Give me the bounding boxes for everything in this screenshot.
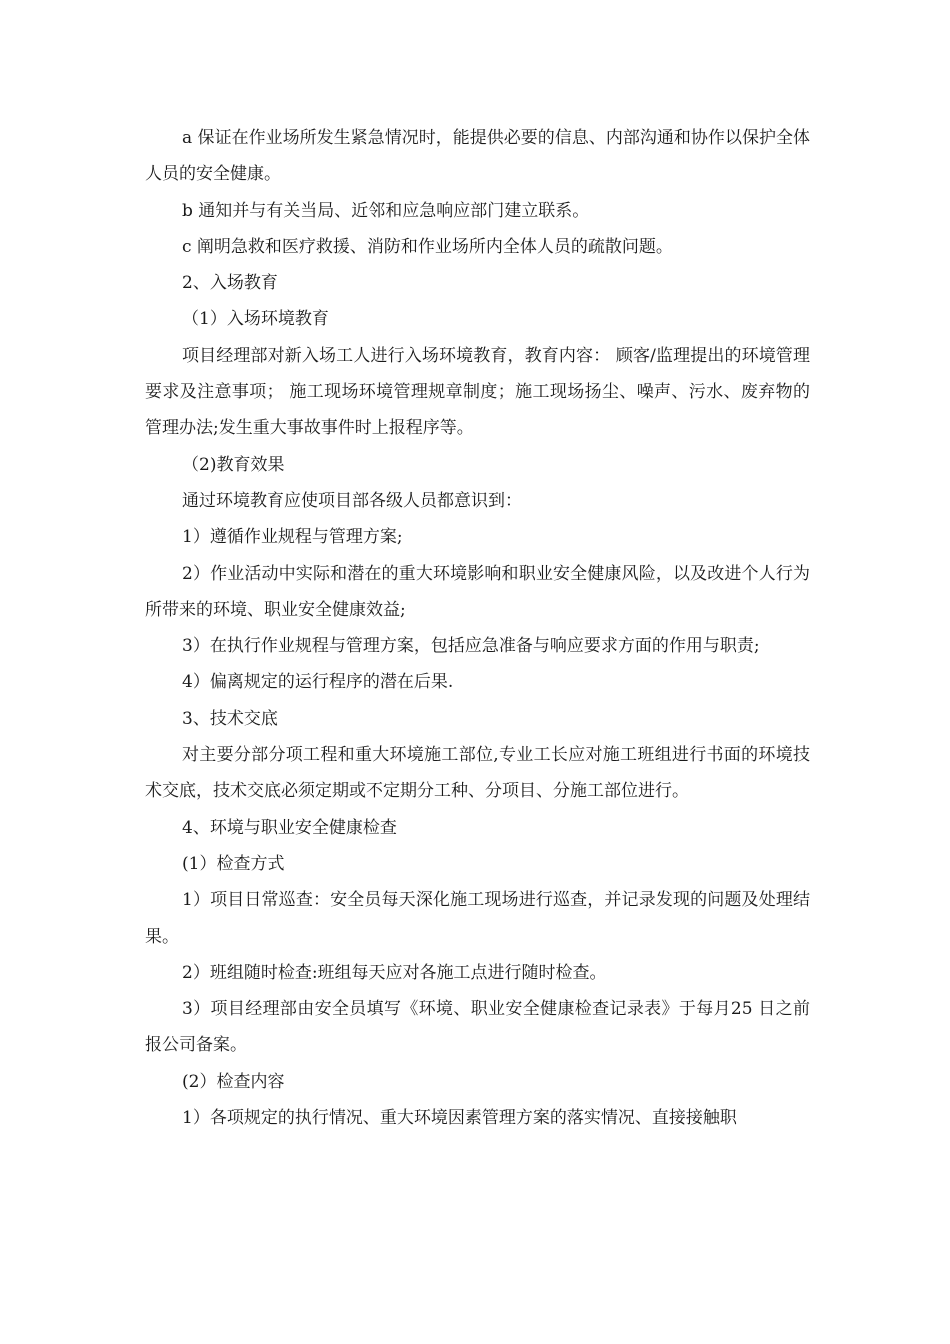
list-item-inspection-3: 3）项目经理部由安全员填写《环境、职业安全健康检查记录表》于每月25 日之前报公司备案。 <box>145 999 810 1056</box>
paragraph-emergency-c: c 阐明急救和医疗救援、消防和作业场所内全体人员的疏散问题。 <box>182 236 673 257</box>
list-item-inspection-content-1: 1）各项规定的执行情况、重大环境因素管理方案的落实情况、直接接触职 <box>182 1108 737 1129</box>
list-item-awareness-1: 1）遵循作业规程与管理方案; <box>182 527 403 548</box>
paragraph-technical-briefing: 对主要分部分项工程和重大环境施工部位,专业工长应对施工班组进行书面的环境技术交底，技术交底必须定期或不定期分工种、分项目、分施工部位进行。 <box>145 745 810 802</box>
list-item-awareness-3: 3）在执行作业规程与管理方案，包括应急准备与响应要求方面的作用与职责; <box>182 636 760 657</box>
paragraph-emergency-b: b 通知并与有关当局、近邻和应急响应部门建立联系。 <box>182 200 590 221</box>
subheading-inspection-content: (2）检查内容 <box>182 1071 285 1092</box>
list-item-awareness-2: 2）作业活动中实际和潜在的重大环境影响和职业安全健康风险，以及改进个人行为所带来的环境、职业安全健康效益; <box>145 563 810 620</box>
subheading-inspection-method: (1）检查方式 <box>182 853 285 874</box>
paragraph-education-content: 项目经理部对新入场工人进行入场环境教育，教育内容： 顾客/监理提出的环境管理要求及注意事项； 施工现场环境管理规章制度；施工现场扬尘、噪声、污水、废弃物的管理办法;发生重大事故事件时上报程序等。 <box>145 345 810 439</box>
section-heading-inspection: 4、环境与职业安全健康检查 <box>182 817 397 838</box>
section-heading-entry-education: 2、入场教育 <box>182 273 278 294</box>
list-item-inspection-2: 2）班组随时检查:班组每天应对各施工点进行随时检查。 <box>182 962 607 983</box>
list-item-awareness-4: 4）偏离规定的运行程序的潜在后果. <box>182 672 454 693</box>
paragraph-emergency-a: a 保证在作业场所发生紧急情况时，能提供必要的信息、内部沟通和协作以保护全体人员的安全健康。 <box>145 128 810 185</box>
section-heading-technical-briefing: 3、技术交底 <box>182 708 278 729</box>
paragraph-awareness-intro: 通过环境教育应使项目部各级人员都意识到： <box>182 490 522 511</box>
list-item-inspection-1: 1）项目日常巡查：安全员每天深化施工现场进行巡查，并记录发现的问题及处理结果。 <box>145 890 810 947</box>
subheading-education-effect: （2)教育效果 <box>182 454 285 475</box>
document-body <box>145 120 810 1136</box>
subheading-entry-environment-education: （1）入场环境教育 <box>182 309 329 330</box>
